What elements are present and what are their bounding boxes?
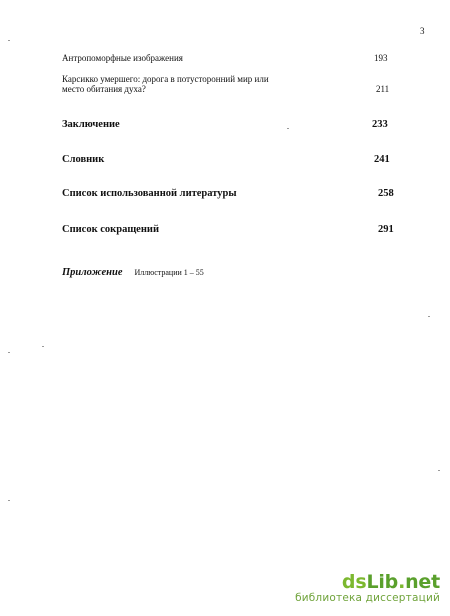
- appendix-entry: [62, 262, 204, 280]
- scan-speck: [8, 500, 10, 501]
- toc-entry-title-line1: Карсикко умершего: дорога в потусторонний мир или: [62, 74, 269, 84]
- toc-entry-title: Список сокращений: [62, 224, 159, 235]
- page-number: 3: [420, 26, 425, 36]
- toc-entry-title: Антропоморфные изображения: [62, 53, 183, 63]
- toc-entry-page: 211: [376, 84, 390, 94]
- toc-entry-title-line2: место обитания духа?: [62, 84, 146, 94]
- toc-entry-title: Словник: [62, 154, 105, 165]
- toc-entry-page: 233: [372, 119, 388, 130]
- toc-entry-title: Заключение: [62, 119, 120, 130]
- watermark-logo: dsLib.net: [341, 571, 440, 593]
- toc-entry-page: 291: [378, 224, 394, 235]
- watermark-subtitle: библиотека диссертаций: [295, 592, 440, 604]
- scan-speck: [8, 352, 10, 353]
- scan-speck: [438, 470, 440, 471]
- appendix-label: Приложение: [62, 267, 123, 278]
- toc-entry-page: 193: [374, 53, 388, 63]
- toc-entry-page: 241: [374, 154, 390, 165]
- scan-speck: [428, 316, 430, 317]
- toc-entry-page: 258: [378, 188, 394, 199]
- appendix-text: Иллюстрации 1 – 55: [134, 268, 204, 277]
- dslib-watermark: [295, 572, 440, 605]
- scan-speck: [8, 40, 10, 41]
- scan-speck: [42, 346, 44, 347]
- toc-entry-title: Список использованной литературы: [62, 188, 237, 199]
- scan-speck: [287, 128, 289, 129]
